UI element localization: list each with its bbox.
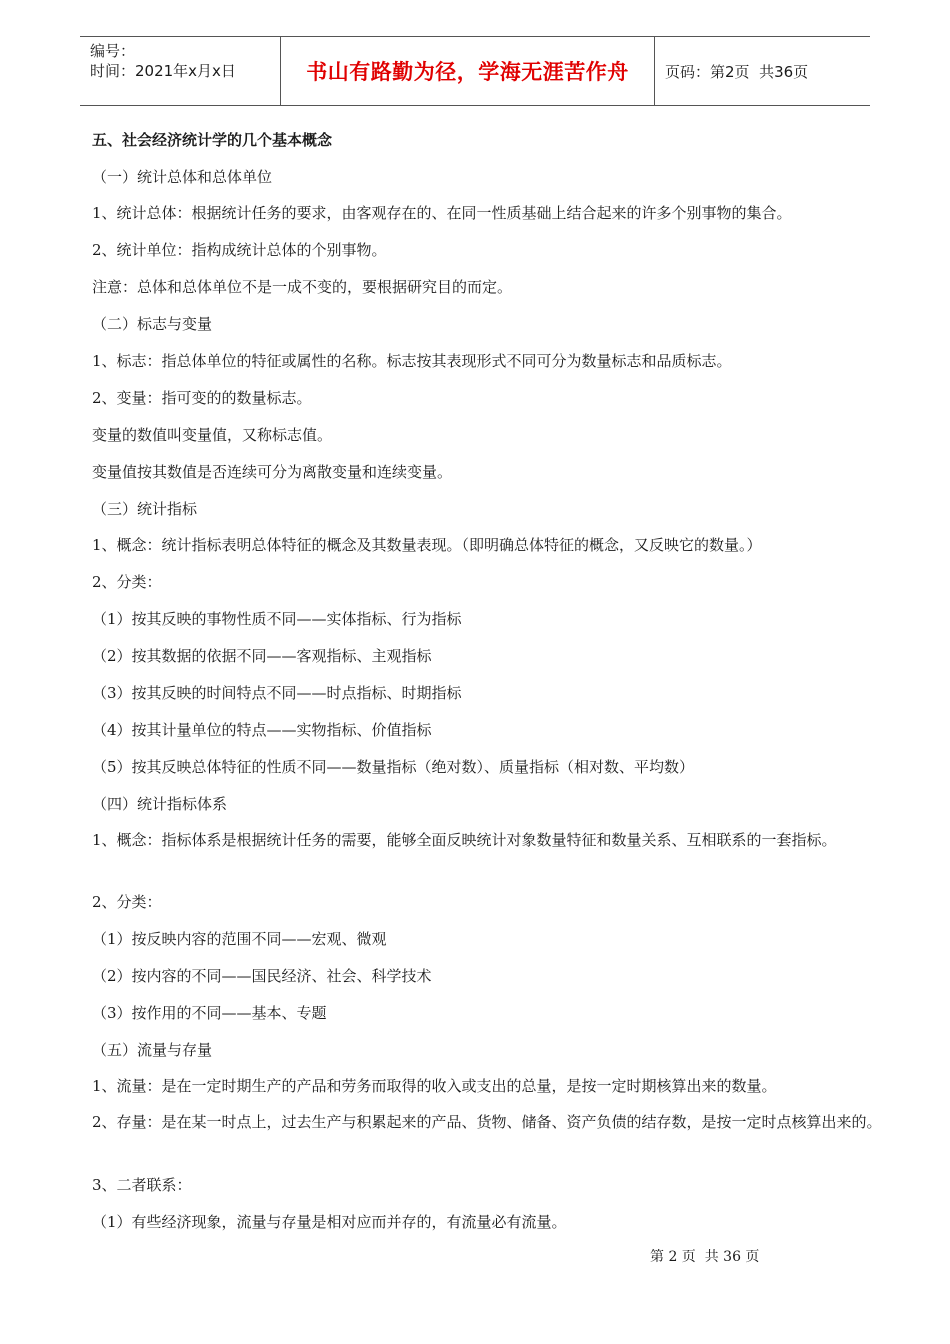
list-item: （3）按其反映的时间特点不同——时点指标、时期指标 — [92, 684, 462, 702]
section-title: 五、社会经济统计学的几个基本概念 — [92, 131, 333, 149]
page-label: 页码：第2页 共36页 — [665, 62, 809, 81]
text-line: 1、统计总体：根据统计任务的要求，由客观存在的、在同一性质基础上结合起来的许多个别事物的集合。 — [92, 204, 792, 222]
subheading: （一）统计总体和总体单位 — [92, 168, 273, 186]
list-item: （1）有些经济现象，流量与存量是相对应而并存的，有流量必有流量。 — [92, 1213, 567, 1231]
list-item: （2）按内容的不同——国民经济、社会、科学技术 — [92, 967, 432, 985]
list-item: （2）按其数据的依据不同——客观指标、主观指标 — [92, 647, 432, 665]
text-line: 2、变量：指可变的的数量标志。 — [92, 389, 312, 407]
list-item: （3）按作用的不同——基本、专题 — [92, 1004, 327, 1022]
text-line: 3、二者联系： — [92, 1176, 192, 1194]
text-line: 1、标志：指总体单位的特征或属性的名称。标志按其表现形式不同可分为数量标志和品质标志。 — [92, 352, 732, 370]
subheading: （三）统计指标 — [92, 500, 198, 518]
subheading: （二）标志与变量 — [92, 315, 213, 333]
text-line: 1、流量：是在一定时期生产的产品和劳务而取得的收入或支出的总量，是按一定时期核算出来的数量。 — [92, 1077, 777, 1095]
page-footer: 第 2 页 共 36 页 — [650, 1249, 760, 1265]
list-item: （5）按其反映总体特征的性质不同——数量指标（绝对数）、质量指标（相对数、平均数） — [92, 758, 695, 776]
subheading: （四）统计指标体系 — [92, 795, 228, 813]
time-label: 时间：2021年x月x日 — [90, 62, 236, 80]
number-label: 编号： — [90, 42, 136, 60]
list-item: （1）按反映内容的范围不同——宏观、微观 — [92, 930, 387, 948]
header-page-info — [655, 37, 870, 105]
paragraph: 2、存量：是在某一时点上，过去生产与积累起来的产品、货物、储备、资产负债的结存数，是按一定时点核算出来的。 — [92, 1113, 882, 1131]
text-line: 1、概念：统计指标表明总体特征的概念及其数量表现。（即明确总体特征的概念，又反映它的数量。） — [92, 536, 762, 554]
header-meta — [80, 37, 281, 105]
page-header — [80, 36, 870, 106]
text-line: 变量值按其数值是否连续可分为离散变量和连续变量。 — [92, 463, 453, 481]
text-line: 2、统计单位：指构成统计总体的个别事物。 — [92, 241, 387, 259]
paragraph: 1、概念：指标体系是根据统计任务的需要，能够全面反映统计对象数量特征和数量关系、互相联系的一套指标。 — [92, 831, 837, 849]
text-line: 变量的数值叫变量值，又称标志值。 — [92, 426, 333, 444]
text-line: 注意：总体和总体单位不是一成不变的，要根据研究目的而定。 — [92, 278, 513, 296]
list-item: （1）按其反映的事物性质不同——实体指标、行为指标 — [92, 610, 462, 628]
subheading: （五）流量与存量 — [92, 1041, 213, 1059]
list-item: （4）按其计量单位的特点——实物指标、价值指标 — [92, 721, 432, 739]
text-line: 2、分类： — [92, 573, 162, 591]
header-motto: 书山有路勤为径，学海无涯苦作舟 — [281, 37, 655, 105]
text-line: 2、分类： — [92, 893, 162, 911]
